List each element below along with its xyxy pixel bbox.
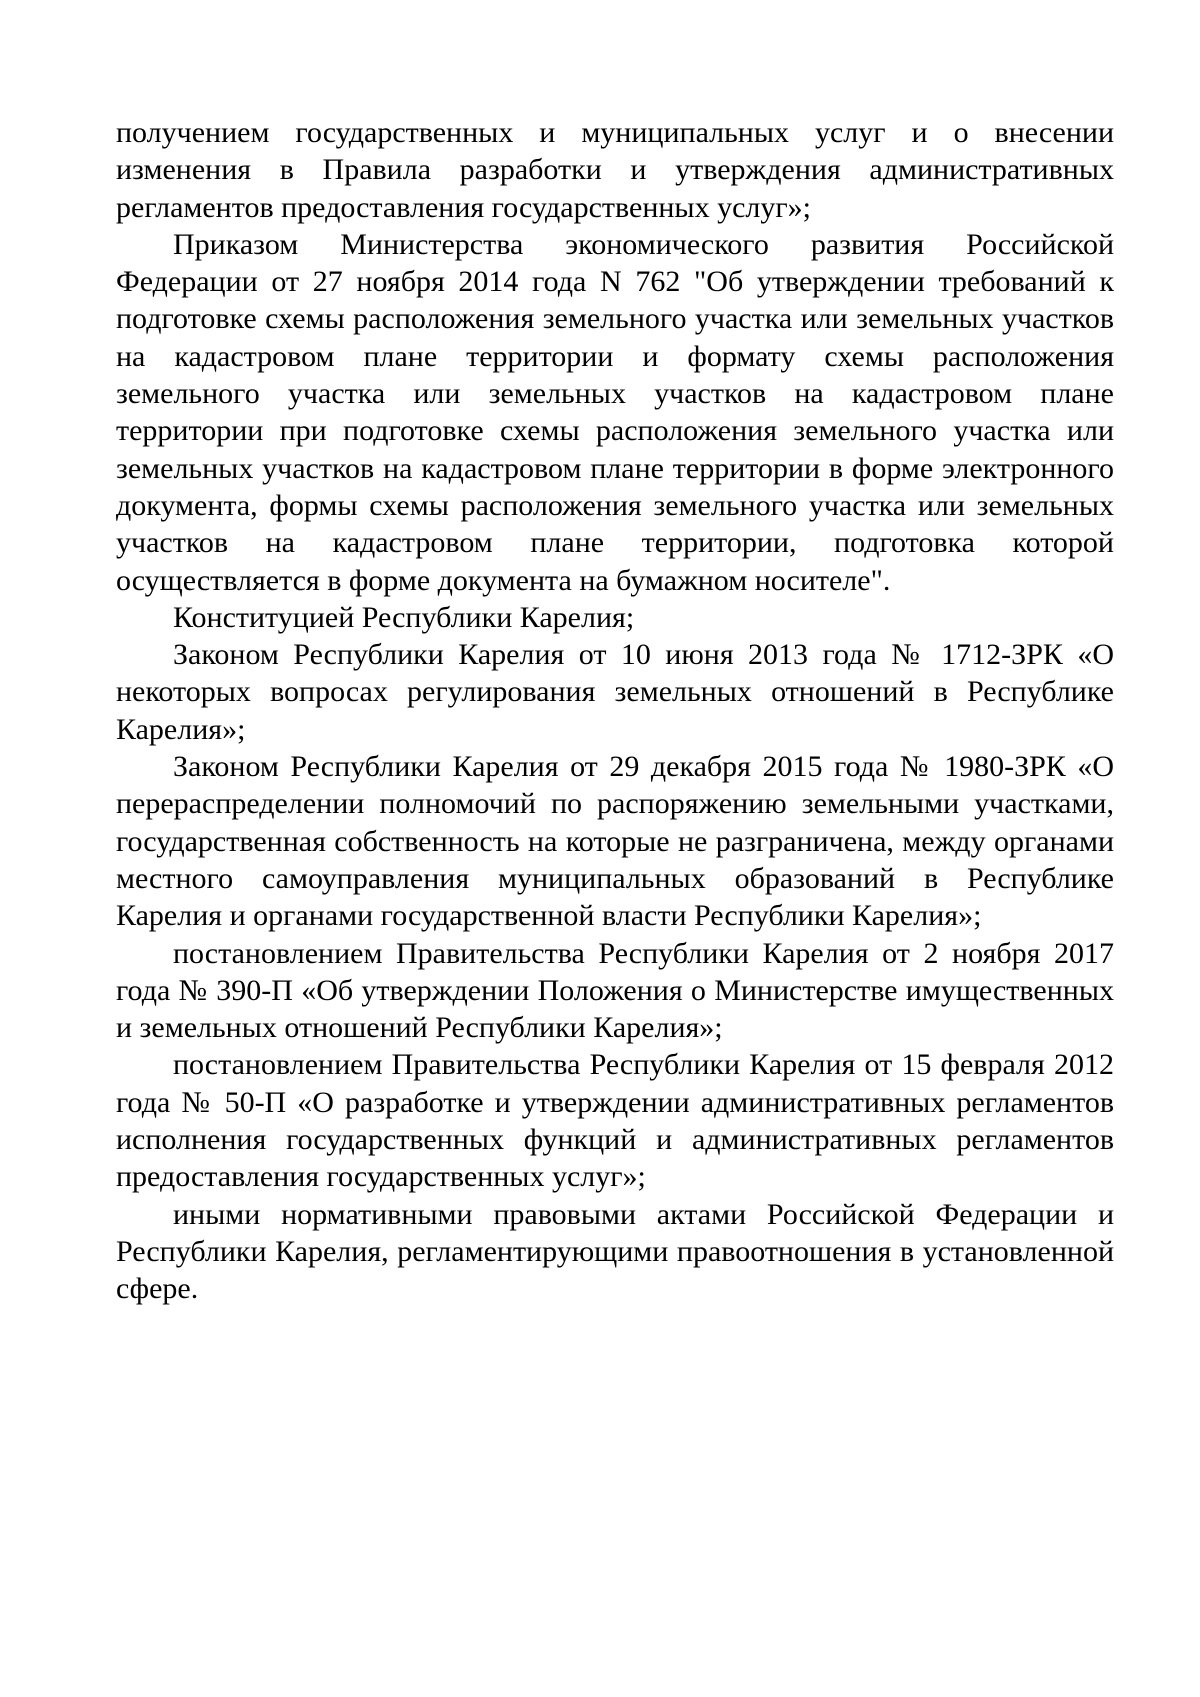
paragraph-ministry-order: Приказом Министерства экономического развития Российской Федерации от 27 ноября 2014 года N 762 "Об утверждении требований к подготовке схемы расположения земельного участка или земельных участков на кадастровом плане территории и формату схемы расположения земельного участка или земельных участков на кадастровом плане территории при подготовке схемы расположения земельного участка или земельных участков на кадастровом плане территории в форме электронного документа, формы схемы расположения земельного участка или земельных участков на кадастровом плане территории, подготовка которой осуществляется в форме документа на бумажном носителе". xyxy=(116,227,1114,597)
paragraph-resolution-390: постановлением Правительства Республики Карелия от 2 ноября 2017 года № 390-П «Об утверждении Положения о Министерстве имущественных и земельных отношений Республики Карелия»; xyxy=(116,936,1114,1045)
paragraph-continuation: получением государственных и муниципальных услуг и о внесении изменения в Правила разработки и утверждения административных регламентов предоставления государственных услуг»; xyxy=(116,116,1114,224)
paragraph-law-1980: Законом Республики Карелия от 29 декабря 2015 года № 1980-ЗРК «О перераспределении полномочий по распоряжению земельными участками, государственная собственность на которые не разграничена, между органами местного самоуправления муниципальных образований в Республике Карелия и органами государственной власти Республики Карелия»; xyxy=(116,750,1114,933)
paragraph-resolution-50: постановлением Правительства Республики Карелия от 15 февраля 2012 года № 50-П «О разработке и утверждении административных регламентов исполнения государственных функций и административных регламентов предоставления государственных услуг»; xyxy=(116,1048,1114,1194)
paragraph-constitution: Конституцией Республики Карелия; xyxy=(173,600,635,634)
document-body xyxy=(116,114,1114,1308)
paragraph-other-acts: иными нормативными правовыми актами Российской Федерации и Республики Карелия, регламентирующими правоотношения в установленной сфере. xyxy=(116,1197,1114,1306)
paragraph-law-1712: Законом Республики Карелия от 10 июня 2013 года № 1712-ЗРК «О некоторых вопросах регулирования земельных отношений в Республике Карелия»; xyxy=(116,638,1114,746)
